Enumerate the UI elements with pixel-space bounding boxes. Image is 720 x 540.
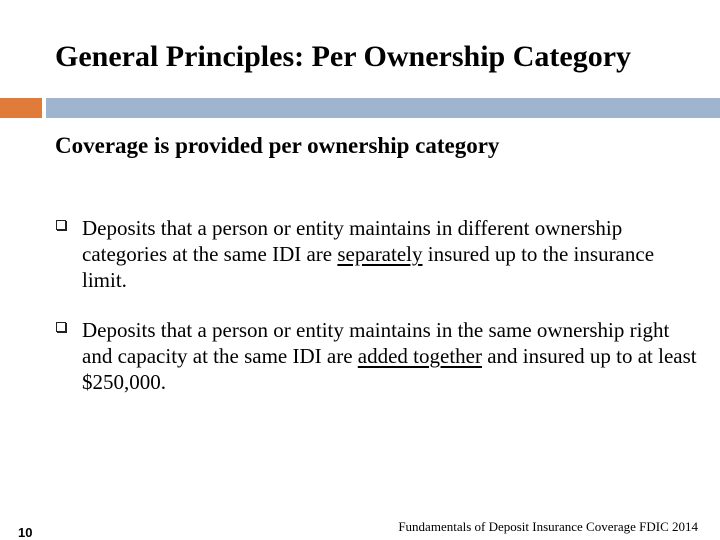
slide-subtitle: Coverage is provided per ownership category bbox=[55, 133, 500, 158]
bullet-text: insured up to the insurance limit. bbox=[82, 242, 655, 292]
page-number: 10 bbox=[18, 525, 33, 540]
bullet-text: Deposits that a person or entity maintains in different ownership categories at the same IDI are bbox=[82, 216, 623, 266]
slide-title: General Principles: Per Ownership Category bbox=[55, 40, 632, 73]
hollow-square-bullet-icon bbox=[56, 322, 66, 332]
hollow-square-bullet-icon bbox=[56, 220, 66, 230]
bullet-text: Deposits that a person or entity maintains in the same ownership right and capacity at the same IDI are bbox=[82, 318, 670, 368]
bullet-item bbox=[82, 215, 702, 293]
header-bar bbox=[46, 98, 720, 118]
bullet-text: and insured up to at least $250,000. bbox=[82, 344, 697, 394]
bullet-item bbox=[82, 317, 702, 395]
bullet-list bbox=[82, 215, 702, 419]
footer-text: Fundamentals of Deposit Insurance Coverage FDIC 2014 bbox=[398, 519, 698, 534]
accent-bar bbox=[0, 98, 42, 118]
bullet-underlined-text: added together bbox=[357, 344, 482, 368]
bullet-underlined-text: separately bbox=[337, 242, 423, 266]
